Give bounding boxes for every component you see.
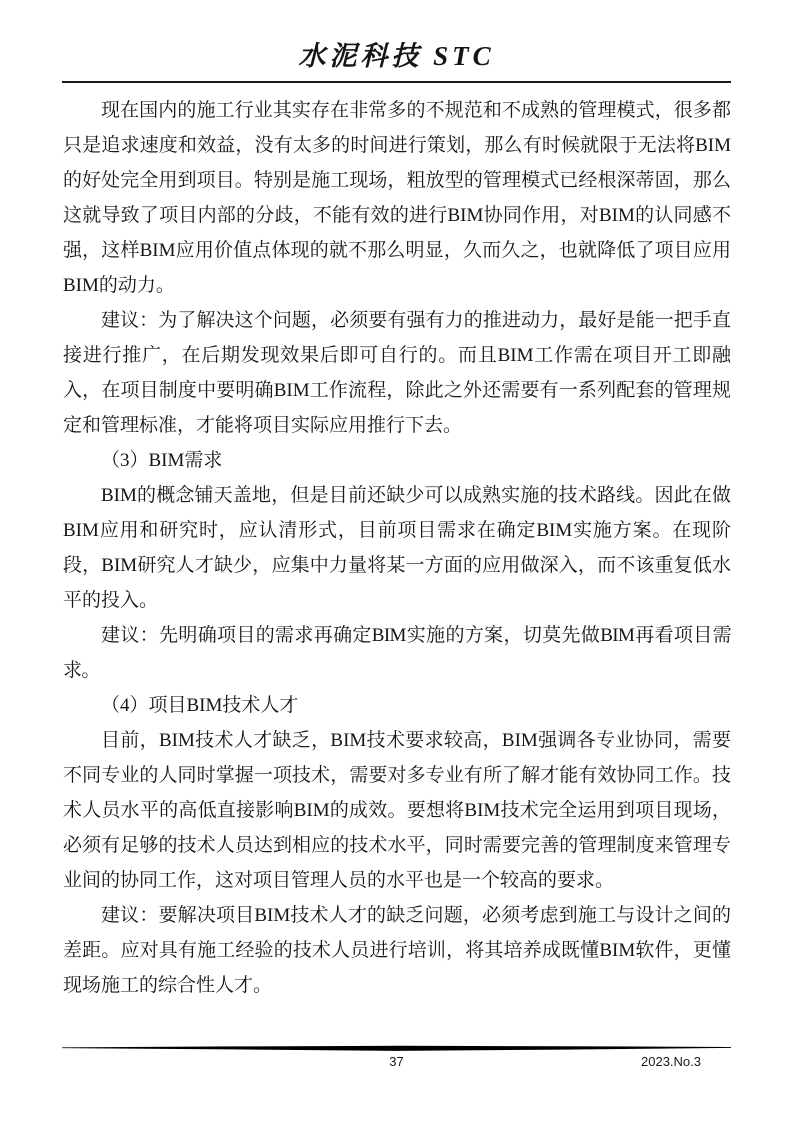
paragraph: 现在国内的施工行业其实存在非常多的不规范和不成熟的管理模式，很多都只是追求速度和效益，没有太多的时间进行策划，那么有时候就限于无法将BIM的好处完全用到项目。特别是施工现场，粗放型的管理模式已经根深蒂固，那么这就导致了项目内部的分歧，不能有效的进行BIM协同作用，对BIM的认同感不强，这样BIM应用价值点体现的就不那么明显，久而久之，也就降低了项目应用BIM的动力。	[63, 100, 731, 297]
section-heading: （4）项目BIM技术人才	[101, 695, 299, 717]
page-footer	[62, 1045, 731, 1085]
paragraph: 建议：先明确项目的需求再确定BIM实施的方案，切莫先做BIM再看项目需求。	[63, 625, 731, 682]
paragraph: BIM的概念铺天盖地，但是目前还缺少可以成熟实施的技术路线。因此在做BIM应用和研究时，应认清形式，目前项目需求在确定BIM实施方案。在现阶段，BIM研究人才缺少，应集中力量将某一方面的应用做深入，而不该重复低水平的投入。	[63, 485, 731, 612]
paragraph: 建议：要解决项目BIM技术人才的缺乏问题，必须考虑到施工与设计之间的差距。应对具有施工经验的技术人员进行培训，将其培养成既懂BIM软件，更懂现场施工的综合性人才。	[63, 905, 731, 997]
footer-divider	[62, 1045, 731, 1052]
header-rule	[62, 81, 731, 83]
page-header	[0, 0, 793, 72]
document-body	[63, 93, 731, 1003]
footer-row	[62, 1052, 731, 1072]
paragraph: 建议：为了解决这个问题，必须要有强有力的推进动力，最好是能一把手直接进行推广，在后期发现效果后即可自行的。而且BIM工作需在项目开工即融入，在项目制度中要明确BIM工作流程，除此之外还需要有一系列配套的管理规定和管理标准，才能将项目实际应用推行下去。	[63, 310, 731, 437]
journal-title: 水泥科技 STC	[298, 41, 495, 71]
page-number: 37	[389, 1054, 404, 1069]
section-heading: （3）BIM需求	[101, 450, 223, 472]
issue-number: 2023.No.3	[641, 1054, 701, 1069]
paragraph: 目前，BIM技术人才缺乏，BIM技术要求较高，BIM强调各专业协同，需要不同专业的人同时掌握一项技术，需要对多专业有所了解才能有效协同工作。技术人员水平的高低直接影响BIM的成效。要想将BIM技术完全运用到项目现场，必须有足够的技术人员达到相应的技术水平，同时需要完善的管理制度来管理专业间的协同工作，这对项目管理人员的水平也是一个较高的要求。	[63, 730, 731, 892]
